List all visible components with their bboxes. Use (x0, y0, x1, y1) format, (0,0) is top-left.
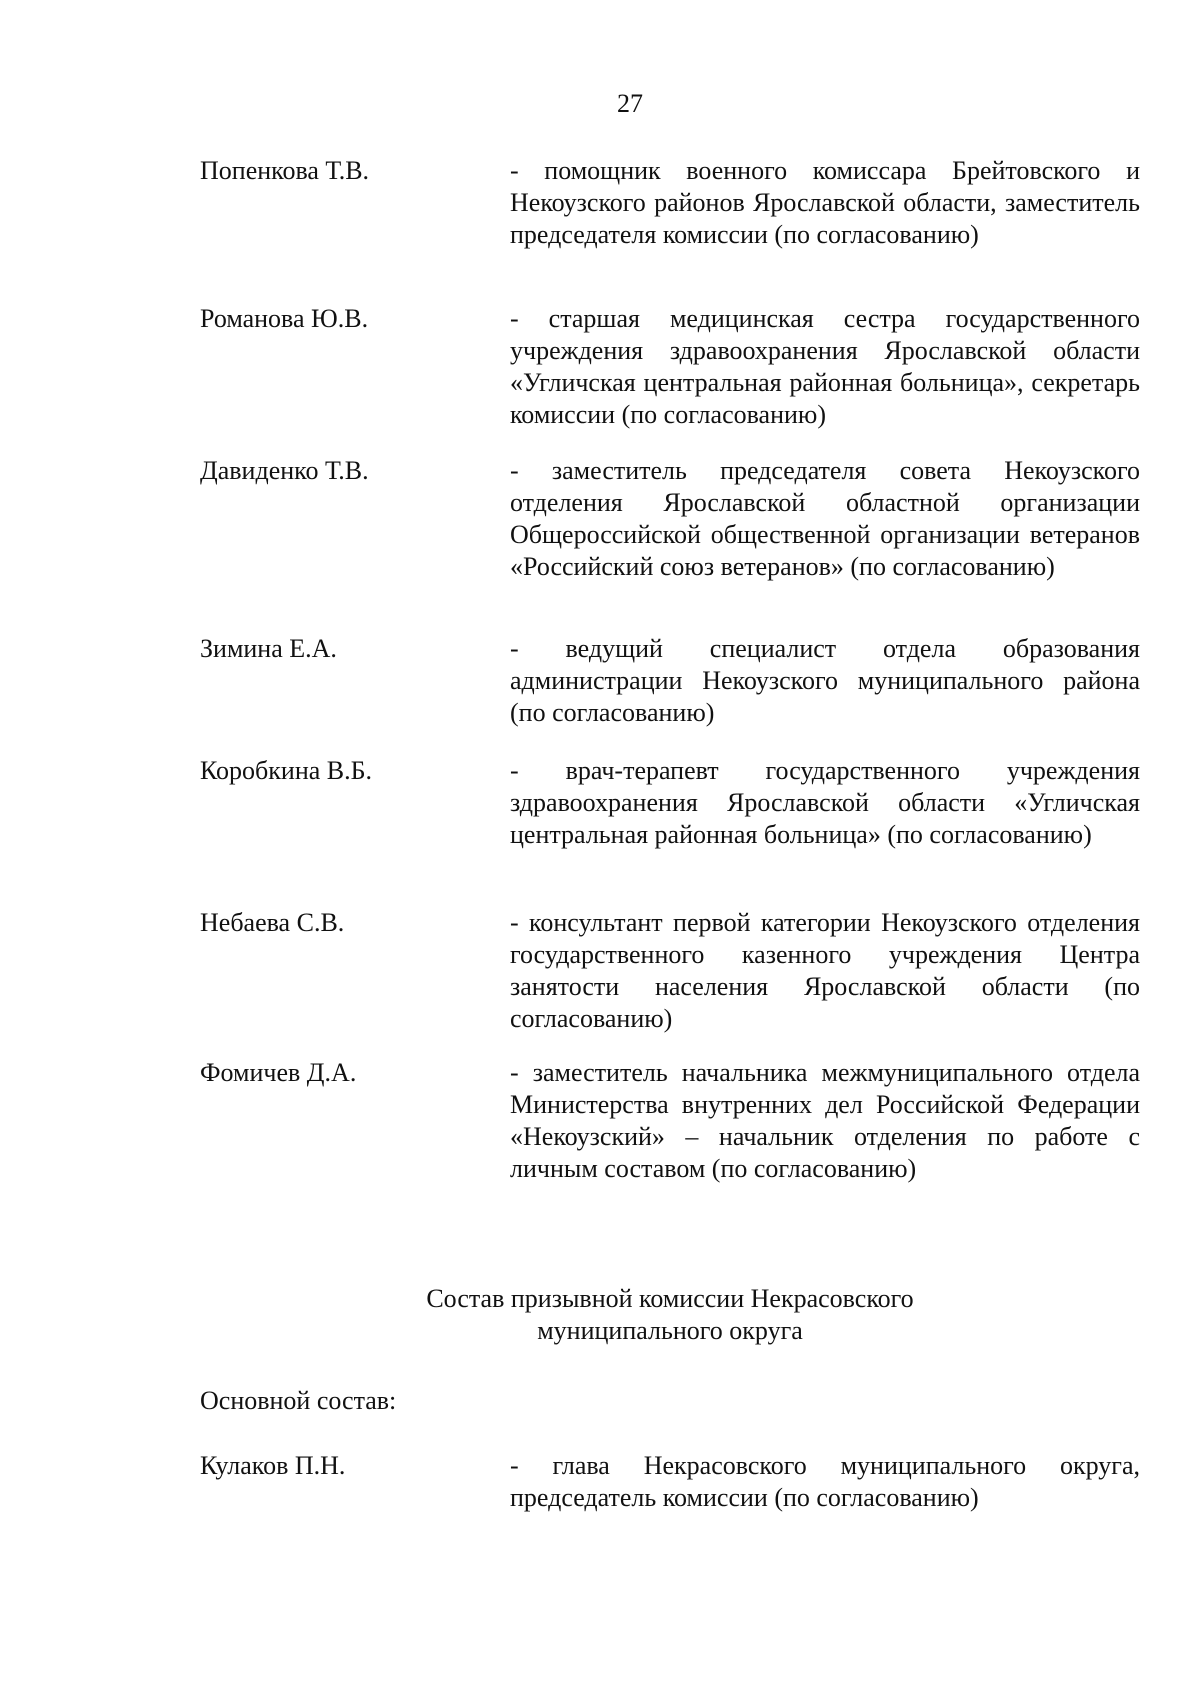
chair-name: Кулаков П.Н. (200, 1451, 346, 1480)
member-row (200, 633, 1140, 755)
member-name: Романова Ю.В. (200, 304, 369, 333)
member-name: Фомичев Д.А. (200, 1058, 357, 1087)
member-name: Коробкина В.Б. (200, 756, 373, 785)
chair-row (200, 1450, 1140, 1514)
member-role: - ведущий специалист отдела образования администрации Некоузского муниципального района (по согласованию) (510, 634, 1140, 727)
section-title-line: Состав призывной комиссии Некрасовского (426, 1284, 914, 1313)
main-composition-label: Основной состав: (200, 1386, 397, 1415)
member-role: - заместитель председателя совета Некоузского отделения Ярославской областной организации Общероссийской общественной организации ветеранов «Российский союз ветеранов» (по согласованию) (510, 456, 1140, 581)
page-number: 27 (617, 89, 643, 118)
member-role: - старшая медицинская сестра государственного учреждения здравоохранения Ярославской области «Угличская центральная районная больница», секретарь комиссии (по согласованию) (510, 304, 1140, 429)
member-name: Зимина Е.А. (200, 634, 337, 663)
member-role: - помощник военного комиссара Брейтовского и Некоузского районов Ярославской области, заместитель председателя комиссии (по согласованию) (510, 156, 1140, 249)
member-name: Попенкова Т.В. (200, 156, 370, 185)
member-row (200, 303, 1140, 455)
member-name: Давиденко Т.В. (200, 456, 369, 485)
member-row (200, 907, 1140, 1057)
section-title (200, 1283, 1140, 1347)
member-role: - врач-терапевт государственного учреждения здравоохранения Ярославской области «Угличская центральная районная больница» (по согласованию) (510, 756, 1140, 849)
member-list (200, 155, 1140, 1185)
section-title-line: муниципального округа (537, 1316, 803, 1345)
member-role: - консультант первой категории Некоузского отделения государственного казенного учреждения Центра занятости населения Ярославской области (по согласованию) (510, 908, 1140, 1033)
chair-role: - глава Некрасовского муниципального округа, председатель комиссии (по согласованию) (510, 1451, 1140, 1512)
member-role: - заместитель начальника межмуниципального отдела Министерства внутренних дел Российской Федерации «Некоузский» – начальник отделения по работе с личным составом (по согласованию) (510, 1058, 1140, 1183)
member-row (200, 455, 1140, 633)
member-row (200, 155, 1140, 303)
member-row (200, 1057, 1140, 1185)
member-name: Небаева С.В. (200, 908, 345, 937)
member-row (200, 755, 1140, 907)
